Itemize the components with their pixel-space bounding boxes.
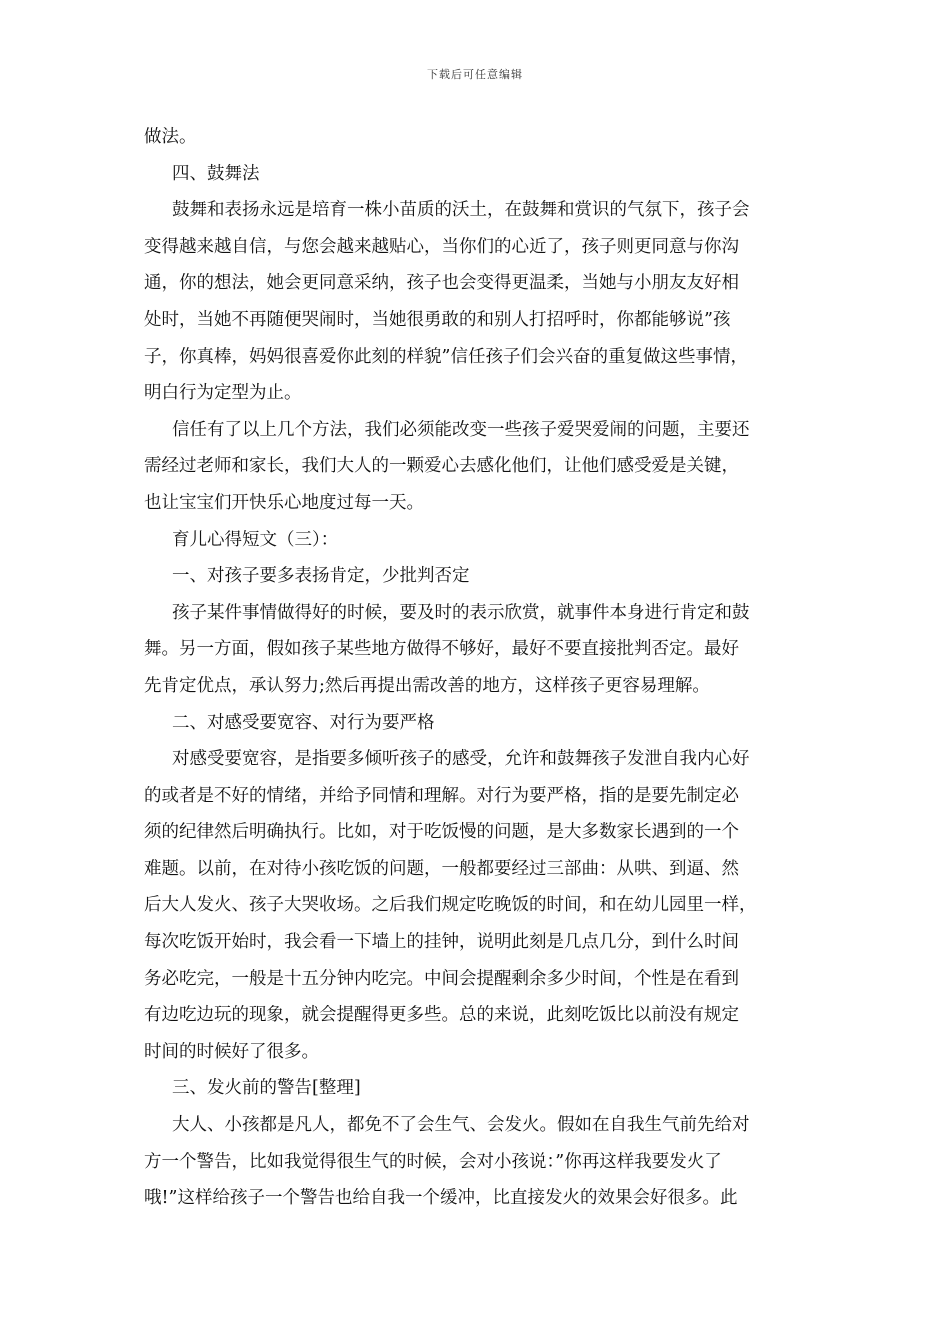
text-line: 须的纪律然后明确执行。比如，对于吃饭慢的问题，是大多数家长遇到的一个	[144, 822, 739, 843]
text-line: 对感受要宽容，是指要多倾听孩子的感受，允许和鼓舞孩子发泄自我内心好	[172, 749, 750, 770]
text-line: 处时，当她不再随便哭闹时，当她很勇敢的和别人打招呼时，你都能够说”孩	[144, 309, 731, 330]
text-line: 子，你真棒，妈妈很喜爱你此刻的样貌”信任孩子们会兴奋的重复做这些事情，	[144, 346, 748, 367]
text-line: 二、对感受要宽容、对行为要严格	[172, 712, 435, 733]
text-line: 孩子某件事情做得好的时候，要及时的表示欣赏，就事件本身进行肯定和鼓	[172, 602, 750, 623]
text-line: 四、鼓舞法	[172, 163, 260, 184]
text-line: 方一个警告，比如我觉得很生气的时候，会对小孩说：”你再这样我要发火了	[144, 1151, 722, 1172]
text-line: 一、对孩子要多表扬肯定，少批判否定	[172, 566, 470, 587]
text-line: 每次吃饭开始时，我会看一下墙上的挂钟，说明此刻是几点几分，到什么时间	[144, 932, 739, 953]
text-line: 通，你的想法，她会更同意采纳，孩子也会变得更温柔，当她与小朋友友好相	[144, 273, 739, 294]
text-line: 育儿心得短文（三）：	[172, 529, 339, 550]
text-line: 的或者是不好的情绪，并给予同情和理解。对行为要严格，指的是要先制定必	[144, 785, 739, 806]
text-line: 大人、小孩都是凡人，都免不了会生气、会发火。假如在自我生气前先给对	[172, 1115, 750, 1136]
document-body	[144, 119, 816, 1217]
page-header: 下载后可任意编辑	[427, 68, 523, 81]
text-line: 鼓舞和表扬永远是培育一株小苗质的沃土，在鼓舞和赏识的气氛下，孩子会	[172, 200, 750, 221]
text-line: 变得越来越自信，与您会越来越贴心，当你们的心近了，孩子则更同意与你沟	[144, 236, 739, 257]
text-line: 难题。以前，在对待小孩吃饭的问题，一般都要经过三部曲：从哄、到逼、然	[144, 858, 739, 879]
text-line: 三、发火前的警告[整理]	[172, 1078, 361, 1099]
text-line: 先肯定优点，承认努力;然后再提出需改善的地方，这样孩子更容易理解。	[144, 675, 710, 696]
text-line: 信任有了以上几个方法，我们必须能改变一些孩子爱哭爱闹的问题，主要还	[172, 419, 750, 440]
text-line: 哦!”这样给孩子一个警告也给自我一个缓冲，比直接发火的效果会好很多。此	[144, 1188, 738, 1209]
text-line: 务必吃完，一般是十五分钟内吃完。中间会提醒剩余多少时间，个性是在看到	[144, 968, 739, 989]
text-line: 后大人发火、孩子大哭收场。之后我们规定吃晚饭的时间，和在幼儿园里一样，	[144, 895, 757, 916]
text-line: 做法。	[144, 127, 197, 147]
text-line: 也让宝宝们开快乐心地度过每一天。	[144, 492, 424, 513]
text-line: 舞。另一方面，假如孩子某些地方做得不够好，最好不要直接批判否定。最好	[144, 639, 739, 660]
text-line: 需经过老师和家长，我们大人的一颗爱心去感化他们，让他们感受爱是关键，	[144, 456, 739, 477]
text-line: 有边吃边玩的现象，就会提醒得更多些。总的来说，此刻吃饭比以前没有规定	[144, 1005, 739, 1026]
text-line: 明白行为定型为止。	[144, 383, 302, 404]
text-line: 时间的时候好了很多。	[144, 1041, 319, 1062]
